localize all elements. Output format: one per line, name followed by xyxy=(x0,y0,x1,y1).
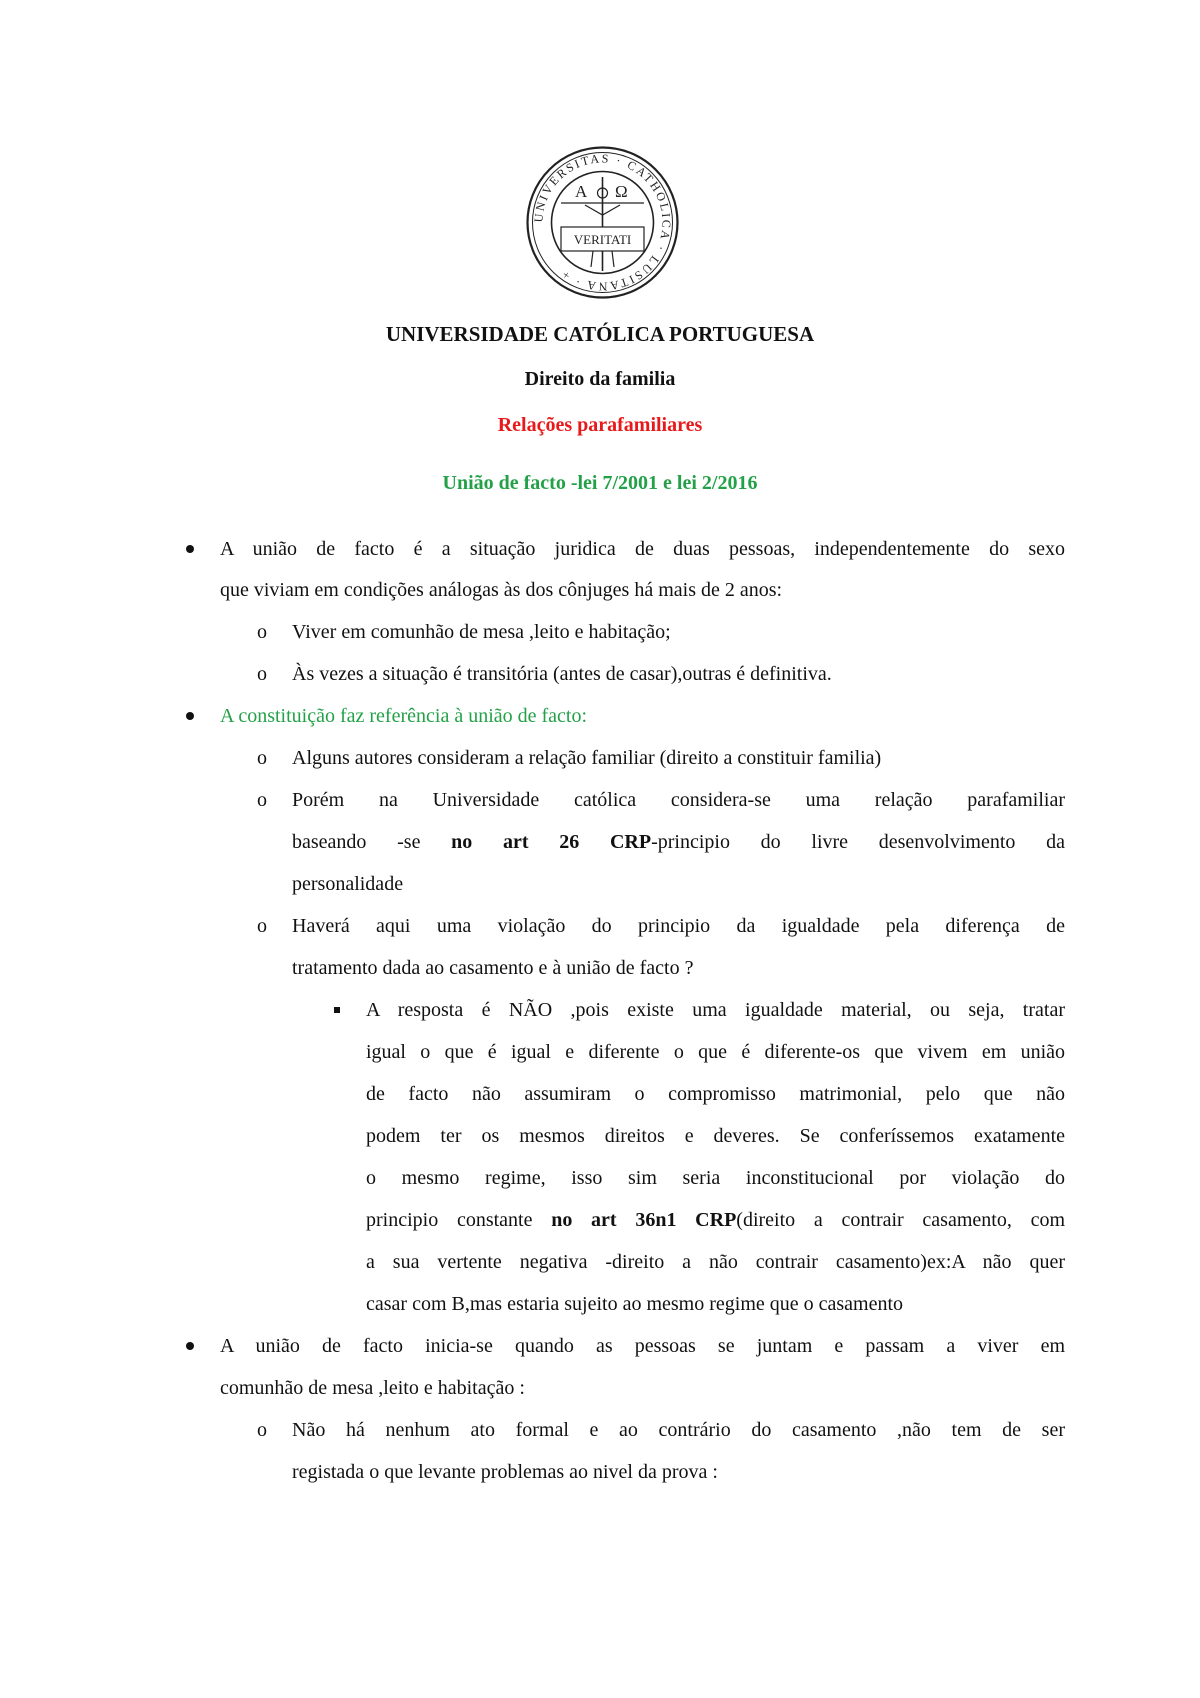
svg-text:VERITATI: VERITATI xyxy=(573,232,632,247)
bullet2-sub3-answer-line8: casar com B,mas estaria sujeito ao mesmo regime que o casamento xyxy=(366,1293,904,1315)
bullet2-sub3-answer-line6: principio constante no art 36n1 CRP(direito a contrair casamento, com xyxy=(366,1209,1065,1231)
sub-bullet-marker: o xyxy=(257,789,267,811)
bullet3-sub1-line2: registada o que levante problemas ao nivel da prova : xyxy=(292,1461,718,1483)
course-title: Direito da familia xyxy=(524,368,676,390)
bullet2-sub2-line2: baseando -se no art 26 CRP-principio do livre desenvolvimento da xyxy=(292,831,1065,853)
sub-bullet-marker: o xyxy=(257,1419,267,1441)
bullet2-sub3-answer-line2: igual o que é igual e diferente o que é diferente-os que vivem em união xyxy=(366,1041,1065,1063)
sub-bullet-marker: o xyxy=(257,915,267,937)
bullet2-sub2-line1: Porém na Universidade católica considera-se uma relação parafamiliar xyxy=(292,789,1065,811)
bullet2-sub2-line3: personalidade xyxy=(292,873,404,895)
bullet2-sub1: Alguns autores consideram a relação familiar (direito a constituir familia) xyxy=(292,747,882,769)
bullet1-line2: que viviam em condições análogas às dos cônjuges há mais de 2 anos: xyxy=(220,579,783,601)
bullet1-line1: A união de facto é a situação juridica de duas pessoas, independentemente do sexo xyxy=(220,538,1065,560)
subtopic-heading: União de facto -lei 7/2001 e lei 2/2016 xyxy=(442,472,758,494)
sub-bullet-marker: o xyxy=(257,747,267,769)
bullet-dot xyxy=(186,545,194,553)
bullet3-sub1-line1: Não há nenhum ato formal e ao contrário do casamento ,não tem de ser xyxy=(292,1419,1065,1441)
sub-bullet-marker: o xyxy=(257,663,267,685)
bullet3-line2: comunhão de mesa ,leito e habitação : xyxy=(220,1377,525,1399)
bullet2-sub3-answer-line7: a sua vertente negativa -direito a não contrair casamento)ex:A não quer xyxy=(366,1251,1065,1273)
bullet1-sub1: Viver em comunhão de mesa ,leito e habitação; xyxy=(292,621,671,643)
bullet2-sub3-line2: tratamento dada ao casamento e à união de facto ? xyxy=(292,957,694,979)
bullet3-line1: A união de facto inicia-se quando as pessoas se juntam e passam a viver em xyxy=(220,1335,1065,1357)
bullet2-line1: A constituição faz referência à união de facto: xyxy=(220,705,588,727)
bullet1-sub2: Às vezes a situação é transitória (antes de casar),outras é definitiva. xyxy=(292,663,832,685)
svg-text:UNIVERSITAS · CATHOLICA · LUSI: UNIVERSITAS · CATHOLICA · LUSITANA · + xyxy=(531,151,674,294)
bullet2-sub3-answer-line4: podem ter os mesmos direitos e deveres. Se conferíssemos exatamente xyxy=(366,1125,1065,1147)
bullet2-sub3-answer-line1: A resposta é NÃO ,pois existe uma igualdade material, ou seja, tratar xyxy=(366,999,1065,1021)
bullet-dot xyxy=(186,1342,194,1350)
bullet2-sub3-answer-line5: o mesmo regime, isso sim seria inconstitucional por violação do xyxy=(366,1167,1065,1189)
university-name: UNIVERSIDADE CATÓLICA PORTUGUESA xyxy=(385,322,815,346)
bullet2-sub3-answer-line3: de facto não assumiram o compromisso matrimonial, pelo que não xyxy=(366,1083,1065,1105)
bullet-square xyxy=(334,1007,340,1013)
sub-bullet-marker: o xyxy=(257,621,267,643)
university-seal-logo xyxy=(525,145,680,300)
bullet-dot xyxy=(186,712,194,720)
svg-text:Ω: Ω xyxy=(615,182,628,201)
svg-text:A: A xyxy=(575,182,588,201)
topic-heading: Relações parafamiliares xyxy=(497,414,703,436)
bullet2-sub3-line1: Haverá aqui uma violação do principio da igualdade pela diferença de xyxy=(292,915,1065,937)
